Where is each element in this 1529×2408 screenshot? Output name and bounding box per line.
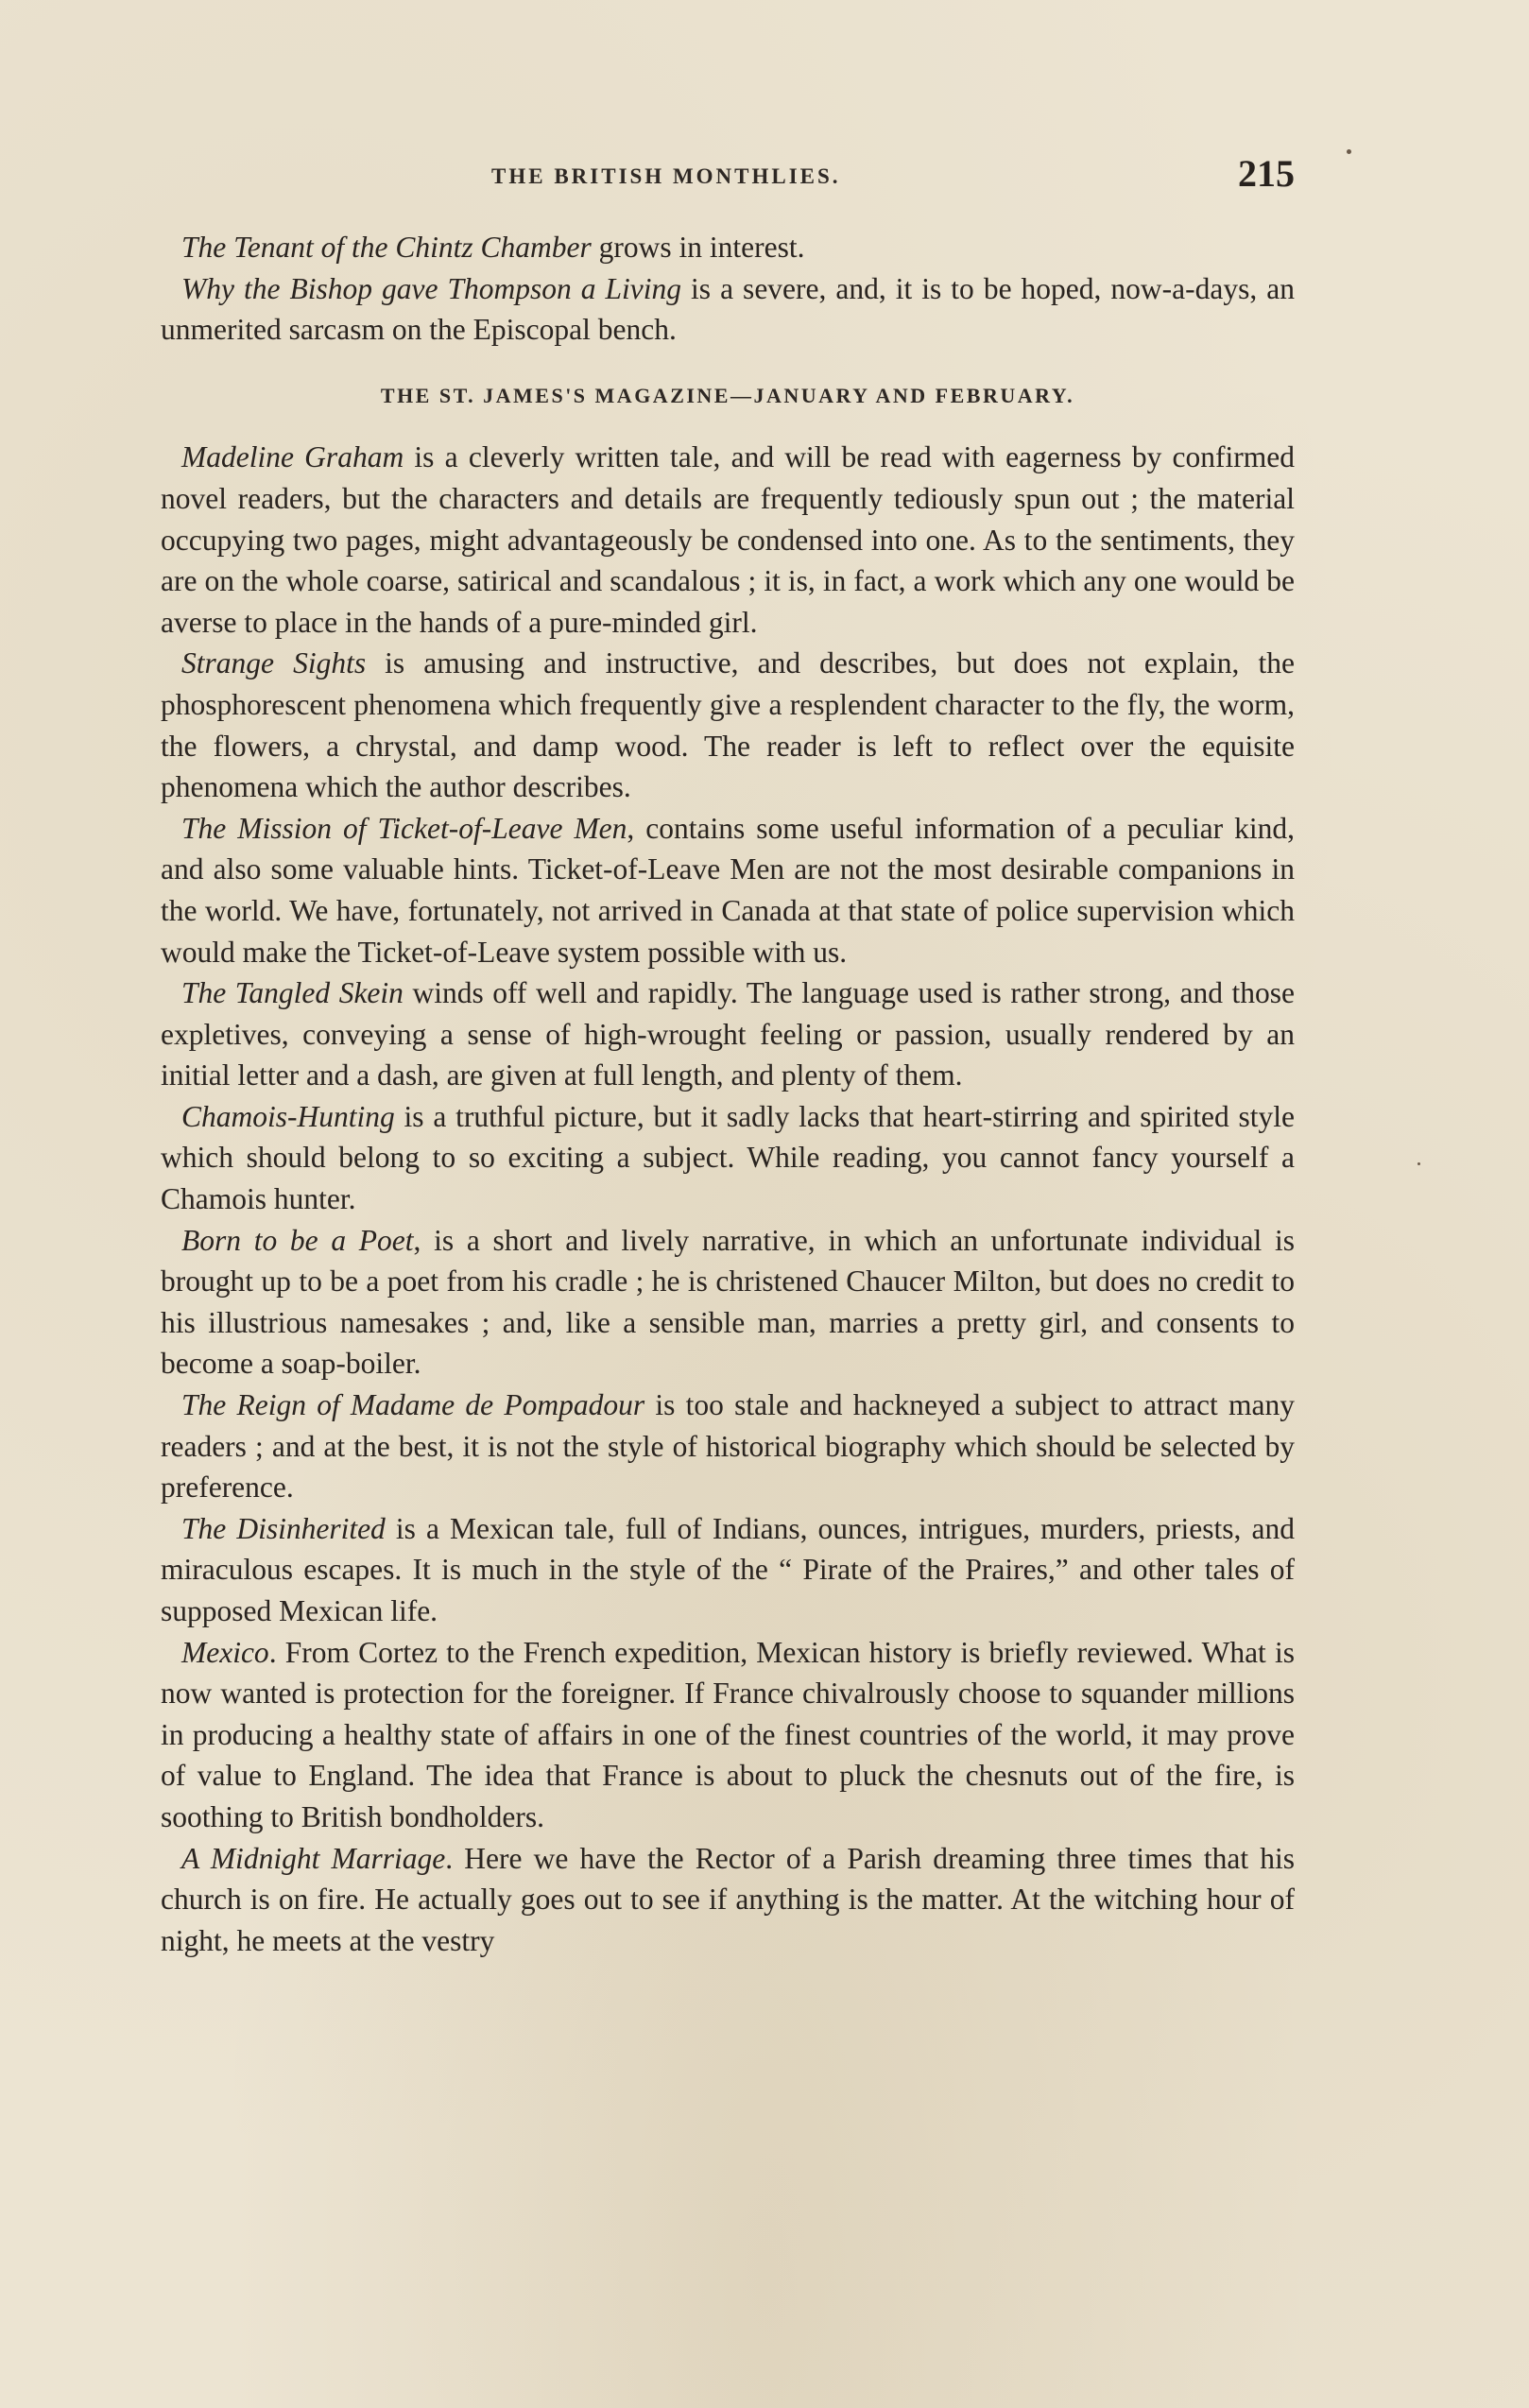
article-title: Born to be a Poet <box>181 1223 414 1257</box>
review-paragraph <box>161 1632 1295 1838</box>
article-text: is a severe, and, it is to be hoped, now-a-days, an unmerited sarcasm on the Episcopal bench. <box>161 271 1295 347</box>
review-paragraph <box>161 643 1295 807</box>
article-text: is a truthful picture, but it sadly lacks that heart-stirring and spirited style which should belong to so exciting a subject. While reading, you cannot fancy yourself a Chamois hunter. <box>161 1099 1295 1216</box>
running-head: THE BRITISH MONTHLIES. <box>491 164 841 188</box>
article-text: . Here we have the Rector of a Parish dreaming three times that his church is on fire. He actually goes out to see if anything is the matter. At the witching hour of night, he meets at the vestry <box>161 1841 1295 1957</box>
article-title: The Tenant of the Chintz Chamber <box>181 231 592 264</box>
article-text: is too stale and hackneyed a subject to attract many readers ; and at the best, it is not the style of historical biography which should be selected by preference. <box>161 1388 1295 1505</box>
article-title: A Midnight Marriage <box>181 1841 446 1875</box>
review-paragraph <box>161 437 1295 643</box>
article-text: winds off well and rapidly. The language used is rather strong, and those expletives, conveying a sense of high-wrought feeling or passion, usually rendered by an initial letter and a dash, are given at full length, and plenty of them. <box>161 976 1295 1092</box>
intro-paragraph <box>161 227 1295 268</box>
article-text: , contains some useful information of a peculiar kind, and also some valuable hints. Ticket-of-Leave Men are not the most desirable companions in the world. We have, fortunately, not arrived in Canada at that state of police supervision which would make the Ticket-of-Leave system possible with us. <box>161 811 1296 969</box>
article-title: Madeline Graham <box>181 440 404 474</box>
article-title: The Tangled Skein <box>181 976 404 1010</box>
review-paragraph <box>161 1838 1295 1962</box>
review-paragraph <box>161 1096 1295 1220</box>
review-paragraph <box>161 1508 1295 1632</box>
review-paragraph <box>161 1220 1295 1385</box>
section-heading: THE ST. JAMES'S MAGAZINE—JANUARY AND FEBRUARY. <box>380 383 1075 407</box>
page-header <box>161 151 1295 208</box>
article-title: The Disinherited <box>181 1511 386 1545</box>
paper-speck <box>1417 1162 1420 1165</box>
article-title: Why the Bishop gave Thompson a Living <box>181 271 682 305</box>
intro-paragraph <box>161 268 1295 351</box>
page-body <box>161 227 1295 1961</box>
article-text: grows in interest. <box>591 231 805 264</box>
article-text: is a cleverly written tale, and will be read with eagerness by confirmed novel readers, but the characters and details are frequently tediously spun out ; the material occupying two pages, might advantageously be condensed into one. As to the sentiments, they are on the whole coarse, satirical and scandalous ; it is, in fact, a work which any one would be averse to place in the hands of a pure-minded girl. <box>161 440 1295 639</box>
review-paragraph <box>161 808 1295 972</box>
article-text: , is a short and lively narrative, in which an unfortunate individual is brought up to be a poet from his cradle ; he is christened Chaucer Milton, but does no credit to his illustrious namesakes ; and, like a sensible man, marries a pretty girl, and consents to become a soap-boiler. <box>161 1223 1296 1381</box>
page-number: 215 <box>1238 152 1295 195</box>
article-text: is a Mexican tale, full of Indians, ounces, intrigues, murders, priests, and miraculous escapes. It is much in the style of the “ Pirate of the Praires,” and other tales of supposed Mexican life. <box>161 1511 1295 1627</box>
article-text: . From Cortez to the French expedition, Mexican history is briefly reviewed. What is now wanted is protection for the foreigner. If France chivalrously choose to squander millions in producing a healthy state of affairs in one of the finest countries of the world, it may prove of value to England. The idea that France is about to pluck the chesnuts out of the fire, is soothing to British bondholders. <box>161 1635 1295 1833</box>
paper-speck <box>1347 149 1351 154</box>
article-title: The Reign of Madame de Pompadour <box>181 1388 645 1422</box>
review-paragraph <box>161 1385 1295 1508</box>
article-text: is amusing and instructive, and describes, but does not explain, the phosphorescent phenomena which frequently give a resplendent character to the fly, the worm, the flowers, a chrystal, and damp wood. The reader is left to reflect over the equisite phenomena which the author describes. <box>161 646 1295 804</box>
article-title: Chamois-Hunting <box>181 1099 395 1133</box>
article-title: Mexico <box>181 1635 269 1669</box>
article-title: Strange Sights <box>181 646 367 680</box>
article-title: The Mission of Ticket-of-Leave Men <box>181 811 627 845</box>
review-paragraph <box>161 972 1295 1096</box>
